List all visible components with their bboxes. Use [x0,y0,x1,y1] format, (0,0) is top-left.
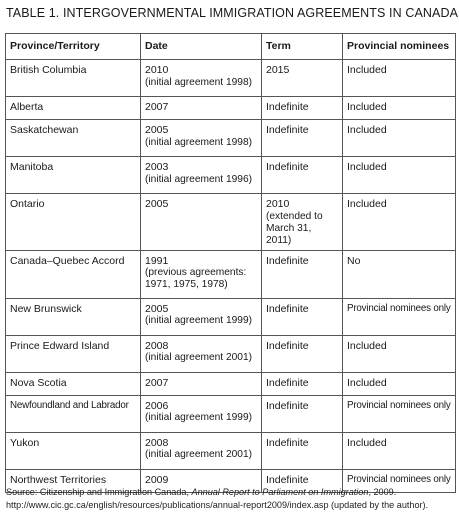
column-header-term: Term [262,34,343,60]
term-cell: Indefinite [262,469,343,492]
term-cell: Indefinite [262,97,343,120]
table-row [6,432,456,469]
table-row [6,120,456,157]
column-header-nominees: Provincial nominees [343,34,456,60]
table-row [6,335,456,372]
date-cell [141,298,262,335]
source-publication: Annual Report to Parliament on Immigration [191,487,369,497]
table-row [6,298,456,335]
nominees-cell: Included [343,194,456,251]
table-row [6,372,456,395]
date-note: (initial agreement 1999) [145,412,253,423]
nominees-cell: Included [343,432,456,469]
date-value: 2008 [145,436,169,449]
term-note: (extended to March 31, 2011) [266,210,323,246]
date-note: (initial agreement 2001) [145,352,253,363]
term-value: 2010 [266,198,290,210]
term-cell: Indefinite [262,335,343,372]
table-title: TABLE 1. INTERGOVERNMENTAL IMMIGRATION AGREEMENTS IN CANADA [6,6,459,20]
date-value: 2010 [145,64,169,76]
date-cell [141,60,262,97]
source-year: , 2009. [368,487,397,497]
source-note [6,486,456,511]
date-note: (initial agreement 1998) [145,76,253,88]
term-cell: Indefinite [262,250,343,298]
province-cell: Manitoba [6,157,141,194]
table-row [6,97,456,120]
province-cell: British Columbia [6,60,141,97]
province-cell: Newfoundland and Labrador [6,395,141,432]
nominees-cell: Provincial nominees only [343,298,456,335]
table-row [6,60,456,97]
source-line-1 [6,486,456,499]
agreements-table [5,33,456,493]
source-url: http://www.cic.gc.ca/english/resources/publications/annual-report2009/index.asp (updated by the author). [6,499,429,510]
nominees-cell: Provincial nominees only [343,469,456,492]
nominees-cell: No [343,250,456,298]
province-cell: Canada–Quebec Accord [6,250,141,298]
table-row [6,395,456,432]
table-row [6,194,456,251]
nominees-cell: Included [343,157,456,194]
date-value: 2003 [145,161,169,173]
date-cell: 2007 [141,372,262,395]
province-cell: Alberta [6,97,141,120]
date-cell [141,157,262,194]
term-cell [262,194,343,251]
date-cell [141,432,262,469]
column-header-province: Province/Territory [6,34,141,60]
term-cell: Indefinite [262,298,343,335]
date-value: 1991 [145,254,169,267]
date-cell: 2007 [141,97,262,120]
table-row [6,157,456,194]
province-cell: Nova Scotia [6,372,141,395]
province-cell: New Brunswick [6,298,141,335]
province-cell: Ontario [6,194,141,251]
province-cell: Yukon [6,432,141,469]
nominees-cell: Included [343,60,456,97]
date-cell [141,395,262,432]
date-value: 2006 [145,399,169,412]
nominees-cell: Included [343,372,456,395]
province-cell: Northwest Territories [6,469,141,492]
nominees-cell: Included [343,120,456,157]
date-note: (initial agreement 1996) [145,173,253,185]
province-cell: Saskatchewan [6,120,141,157]
date-value: 2005 [145,302,169,315]
date-value: 2005 [145,124,169,136]
term-cell: Indefinite [262,395,343,432]
column-header-date: Date [141,34,262,60]
date-note: (initial agreement 1998) [145,136,253,148]
date-note: (initial agreement 2001) [145,449,253,460]
date-cell [141,335,262,372]
date-cell: 2009 [141,469,262,492]
term-cell: Indefinite [262,432,343,469]
term-cell: Indefinite [262,372,343,395]
date-note: (previous agreements: 1971, 1975, 1978) [145,267,247,290]
source-prefix: Source: Citizenship and Immigration Canada, [6,487,189,497]
term-cell: Indefinite [262,157,343,194]
table-row [6,250,456,298]
date-note: (initial agreement 1999) [145,315,253,326]
date-cell [141,250,262,298]
province-cell: Prince Edward Island [6,335,141,372]
term-cell: Indefinite [262,120,343,157]
table-header-row [6,34,456,60]
nominees-cell: Provincial nominees only [343,395,456,432]
date-value: 2008 [145,339,169,352]
nominees-cell: Included [343,97,456,120]
term-cell: 2015 [262,60,343,97]
date-cell [141,120,262,157]
nominees-cell: Included [343,335,456,372]
date-cell: 2005 [141,194,262,251]
